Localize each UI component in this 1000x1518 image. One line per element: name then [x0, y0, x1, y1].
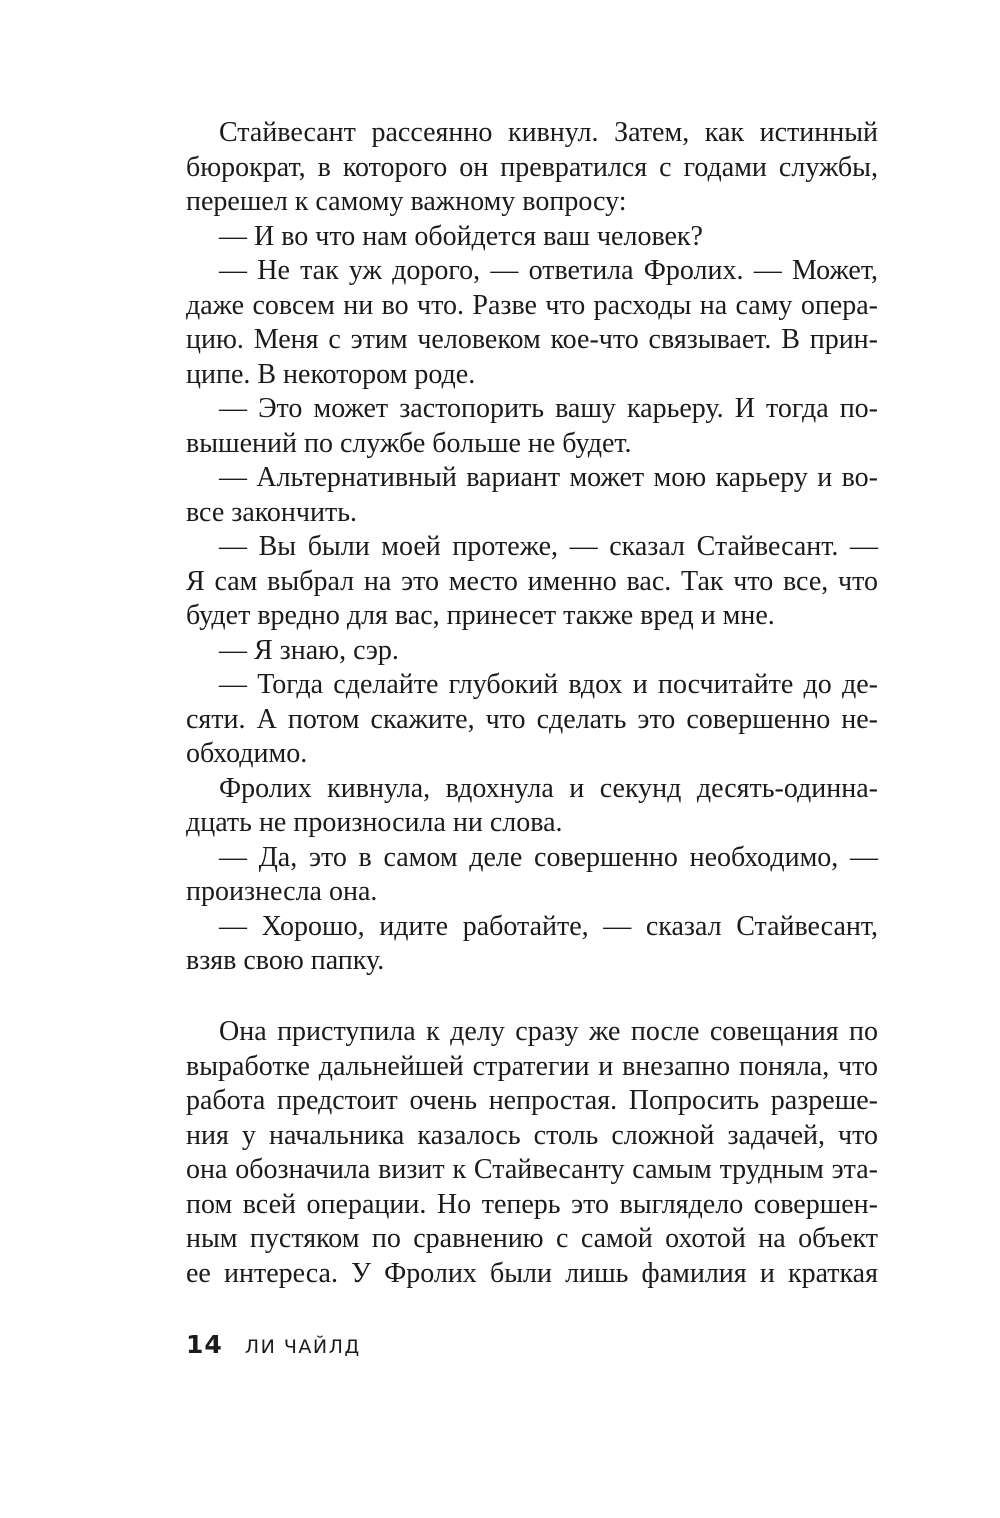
- text-line: — Альтернативный вариант может мою карьеру и во-: [219, 462, 878, 493]
- text-line: вышений по службе больше не будет.: [186, 427, 632, 459]
- text-line: все закончить.: [186, 496, 357, 528]
- text-line: Фролих кивнула, вдохнула и секунд десять-одинна-: [219, 772, 878, 804]
- text-line: сяти. А потом скажите, что сделать это совершенно не-: [186, 703, 878, 735]
- text-line: Я сам выбрал на это место именно вас. Так что все, что: [186, 565, 878, 597]
- text-line: — Хорошо, идите работайте, — сказал Стайвесант,: [219, 910, 878, 942]
- text-line: — Я знаю, сэр.: [219, 634, 399, 666]
- text-line: она обозначила визит к Стайвесанту самым трудным эта-: [186, 1154, 878, 1185]
- text-line: будет вредно для вас, принесет также вред и мне.: [186, 600, 775, 631]
- text-line: ным пустяком по сравнению с самой охотой на объект: [186, 1223, 878, 1254]
- text-line: ее интереса. У Фролих были лишь фамилия и краткая: [186, 1257, 878, 1289]
- text-line: пом всей операции. Но теперь это выглядело совершен-: [186, 1188, 878, 1220]
- text-line: Стайвесант рассеянно кивнул. Затем, как истинный: [219, 117, 878, 148]
- text-block-dialogue: [186, 116, 878, 979]
- page-number: 14: [186, 1330, 223, 1359]
- text-line: — Тогда сделайте глубокий вдох и посчитайте до де-: [219, 669, 878, 700]
- text-line: дцать не произносила ни слова.: [186, 807, 563, 838]
- text-block-narrative: [186, 1015, 878, 1291]
- text-line: — Это может застопорить вашу карьеру. И тогда по-: [219, 393, 878, 424]
- running-head-author: ЛИ ЧАЙЛД: [244, 1336, 361, 1358]
- text-line: выработке дальнейшей стратегии и внезапно поняла, что: [186, 1050, 878, 1082]
- text-line: — Не так уж дорого, — ответила Фролих. — Может,: [219, 255, 878, 286]
- text-line: бюрократ, в которого он превратился с годами службы,: [186, 151, 878, 183]
- text-line: работа предстоит очень непростая. Попросить разреше-: [186, 1085, 878, 1116]
- text-line: — Вы были моей протеже, — сказал Стайвесант. —: [219, 531, 878, 562]
- text-line: — Да, это в самом деле совершенно необходимо, —: [219, 841, 878, 873]
- text-line: взяв свою папку.: [186, 945, 385, 976]
- text-line: цию. Меня с этим человеком кое-что связывает. В прин-: [186, 324, 878, 355]
- text-line: произнесла она.: [186, 876, 378, 907]
- text-line: обходимо.: [186, 738, 308, 769]
- text-line: Она приступила к делу сразу же после совещания по: [219, 1016, 878, 1047]
- text-line: ципе. В некотором роде.: [186, 358, 476, 390]
- page-footer: [186, 1330, 361, 1366]
- text-line: даже совсем ни во что. Разве что расходы на саму опера-: [186, 289, 878, 321]
- text-line: ния у начальника казалось столь сложной задачей, что: [186, 1119, 878, 1151]
- text-line: перешел к самому важному вопросу:: [186, 186, 627, 217]
- text-line: — И во что нам обойдется ваш человек?: [219, 220, 703, 252]
